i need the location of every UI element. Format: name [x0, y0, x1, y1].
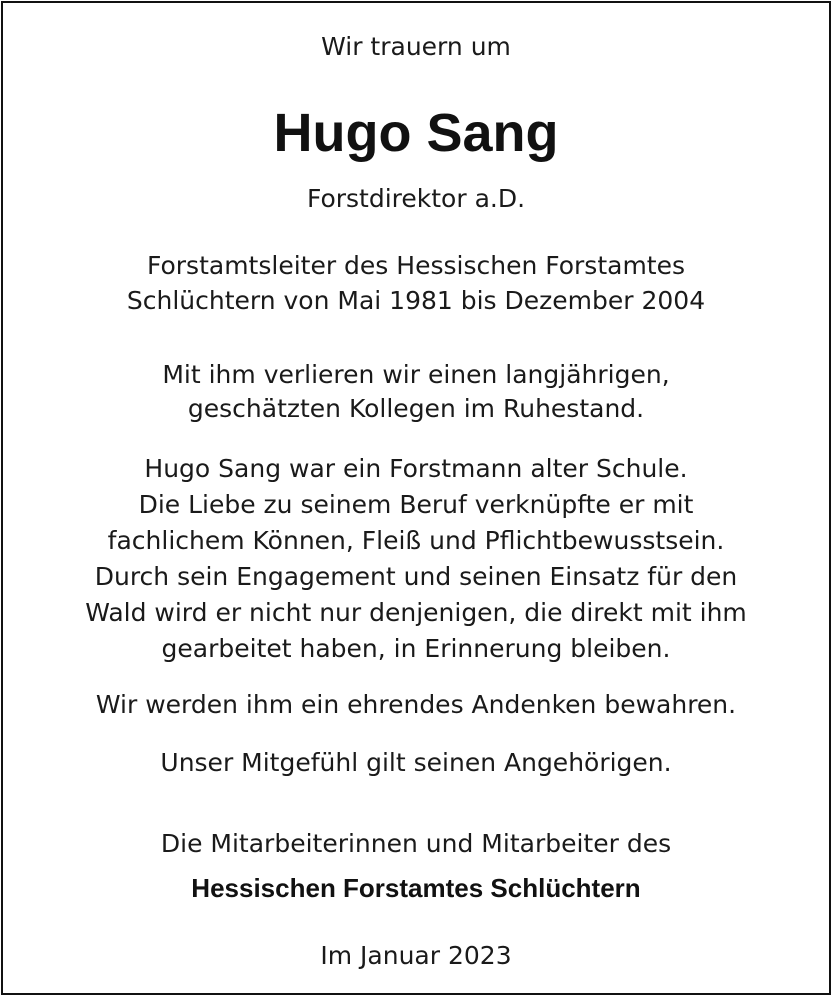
position-line: Schlüchtern von Mai 1981 bis Dezember 2004 — [126, 286, 706, 315]
paragraph-line: geschätzten Kollegen im Ruhestand. — [187, 394, 645, 423]
deceased-title: Forstdirektor a.D. — [306, 184, 526, 213]
paragraph-line: Hugo Sang war ein Forstmann alter Schule. — [144, 454, 688, 483]
closing-line: Unser Mitgefühl gilt seinen Angehörigen. — [160, 748, 672, 777]
signature-organization: Hessischen Forstamtes Schlüchtern — [191, 873, 641, 903]
paragraph-line: Mit ihm verlieren wir einen langjährigen, — [162, 360, 670, 389]
paragraph-line: Die Liebe zu seinem Beruf verknüpfte er mit — [138, 490, 694, 519]
paragraph-line: Wald wird er nicht nur denjenigen, die direkt mit ihm — [85, 598, 747, 627]
obituary-notice — [1, 1, 831, 995]
closing-line: Wir werden ihm ein ehrendes Andenken bewahren. — [95, 690, 737, 719]
position-line: Forstamtsleiter des Hessischen Forstamtes — [146, 251, 686, 280]
intro-text: Wir trauern um — [321, 32, 511, 61]
deceased-name: Hugo Sang — [273, 103, 559, 163]
paragraph-line: fachlichem Können, Fleiß und Pflichtbewusstsein. — [107, 526, 725, 555]
signature-line: Die Mitarbeiterinnen und Mitarbeiter des — [160, 829, 672, 858]
paragraph-line: gearbeitet haben, in Erinnerung bleiben. — [161, 634, 671, 663]
paragraph-line: Durch sein Engagement und seinen Einsatz für den — [94, 562, 738, 591]
notice-date: Im Januar 2023 — [320, 941, 512, 970]
